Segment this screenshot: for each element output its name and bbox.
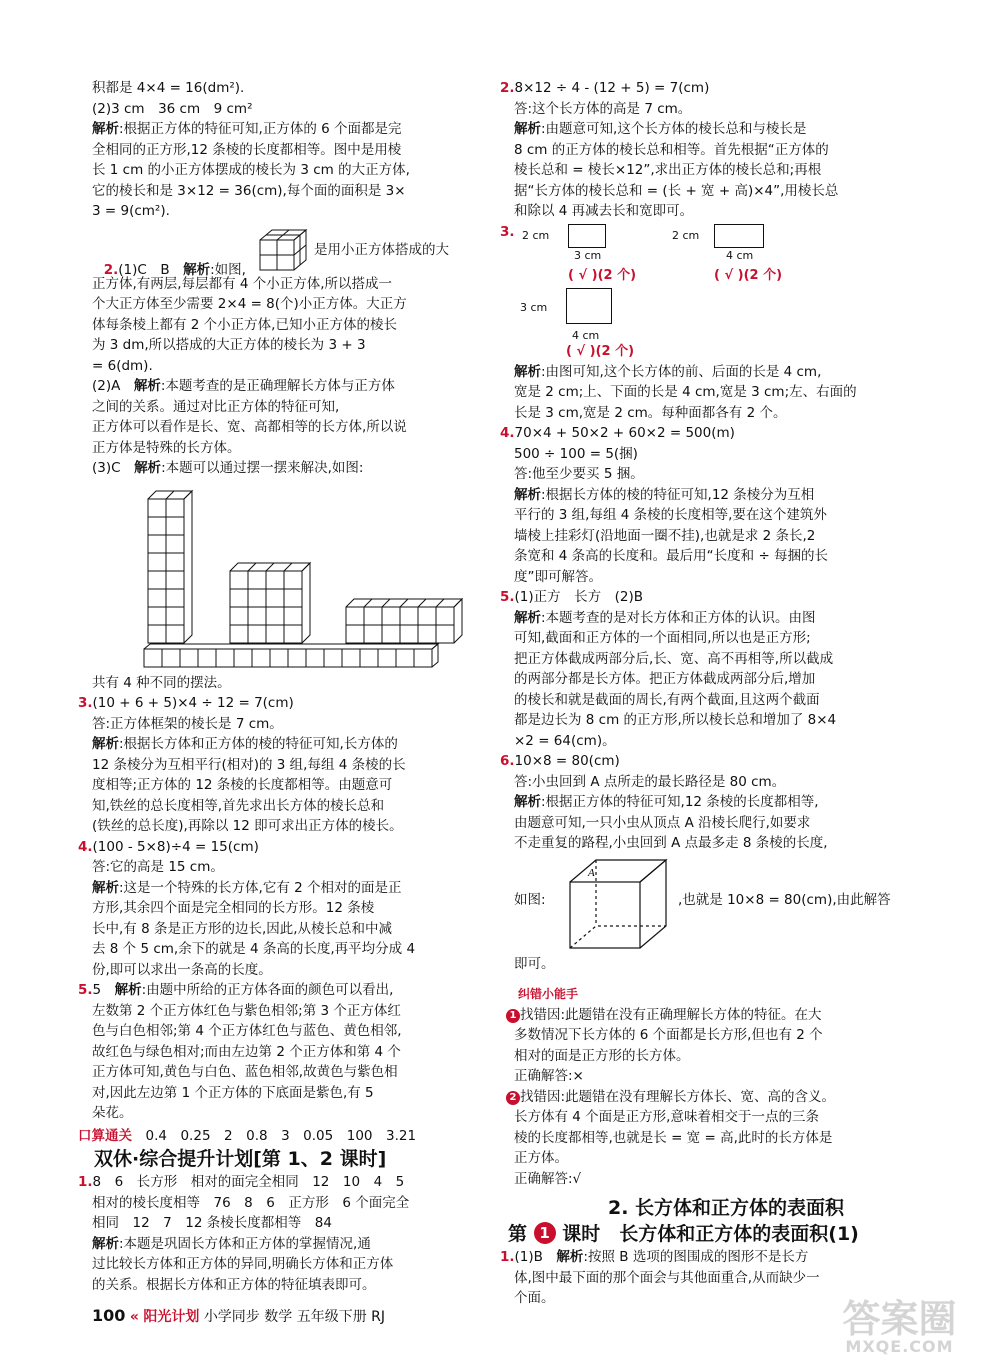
text-line: (2)3 cm 36 cm 9 cm² (92, 100, 253, 117)
text-line (514, 362, 938, 383)
text-line: 度”即可解答。 (514, 568, 602, 585)
text-line (514, 608, 938, 629)
error-2-line (506, 1087, 938, 1108)
question-number: 3. (78, 695, 93, 711)
text-line: 之间的关系。通过对比正方体的特征可知, (92, 398, 340, 415)
text-line: 左数第 2 个正方体红色与紫色相邻;第 3 个正方体红 (92, 1002, 401, 1019)
lesson-title: 课时 长方体和正方体的表面积(1) (562, 1223, 859, 1245)
text-line: 正方体,有两层,每层都有 4 个小正方体,所以搭成一 (92, 275, 393, 292)
error-text: 找错因:此题错在没有理解长方体长、宽、高的含义。 (520, 1088, 836, 1105)
page-footer (92, 1306, 385, 1326)
lesson-number-badge: 1 (534, 1222, 556, 1244)
question-number: 2. (500, 80, 515, 96)
watermark (812, 1297, 987, 1356)
cube-path-figure (564, 856, 674, 952)
t1-line (500, 1247, 938, 1268)
analysis-label: 解析 (134, 460, 162, 476)
text-line: 知,铁丝的总长度相等,首先求出长方体的棱长总和 (92, 797, 385, 814)
analysis-text: :这是一个特殊的长方体,它有 2 个相对的面是正 (119, 879, 402, 896)
text-line (92, 878, 496, 899)
text-line: 答:正方体框架的棱长是 7 cm。 (92, 715, 283, 732)
rect2 (714, 224, 764, 248)
analysis-label: 解析 (114, 982, 142, 998)
rect1 (568, 224, 606, 248)
text-line: 墙棱上挂彩灯(沿地面一圈不挂),也就是求 2 条长,2 (514, 527, 816, 544)
text-line: 即可。 (514, 955, 555, 972)
analysis-label: 解析 (514, 794, 541, 810)
text-line: 棱的长度都相等,也就是长 = 宽 = 高,此时的长方体是 (514, 1129, 833, 1146)
text-line: 相同 12 7 12 条棱长度都相等 84 (92, 1215, 332, 1231)
s1-line (78, 1172, 496, 1193)
text-line: 共有 4 种不同的摆法。 (92, 674, 231, 691)
answer-text: (1)B (514, 1249, 543, 1265)
answer-text: (100 - 5×8)÷4 = 15(cm) (92, 838, 259, 855)
text-line: 棱长总和 = 棱长×12”,求出正方体的棱长总和;再根 (514, 162, 822, 178)
section-heading: 2. 长方体和正方体的表面积 (607, 1197, 845, 1219)
text-line: 积都是 4×4 = 16(dm²). (92, 80, 245, 96)
text-line: 全相同的正方形,12 条棱的长度都相等。图中是用棱 (92, 141, 402, 158)
question-number: 1. (78, 1174, 93, 1190)
answer-text: 70×4 + 50×2 + 60×2 = 500(m) (514, 425, 735, 441)
analysis-text: :本题是巩固长方体和正方体的掌握情况,通 (119, 1235, 371, 1252)
section-title: 双休·综合提升计划[第 1、2 课时] (94, 1148, 387, 1170)
text-line: 的关系。根据长方体和正方体的特征填表即可。 (92, 1276, 376, 1293)
text-line: 朵花。 (92, 1105, 133, 1121)
question-number: 6. (500, 753, 515, 769)
page-number: 100 (92, 1306, 126, 1325)
text-line: 宽是 2 cm;上、下面的长是 4 cm,宽是 3 cm;左、右面的 (514, 384, 857, 400)
text-line: 据“长方体的棱长总和 = (长 + 宽 + 高)×4”,用棱长总 (514, 182, 839, 199)
text-line: 都是边长为 8 cm 的正方形,所以棱长总和增加了 8×4 (514, 712, 837, 728)
rect1-bottom-label: 3 cm (574, 248, 602, 262)
text-line: 平行的 3 组,每组 4 条棱的长度相等,要在这个建筑外 (514, 507, 827, 523)
r4-line (500, 423, 938, 444)
lesson-prefix: 第 (508, 1223, 528, 1245)
error-1-line (506, 1005, 938, 1026)
answer-text: (1)正方 长方 (2)B (514, 589, 644, 605)
analysis-label: 解析 (92, 879, 119, 896)
double-chevron-icon: « (129, 1309, 139, 1325)
analysis-text: :根据正方体的特征可知,12 条棱的长度都相等, (541, 794, 819, 810)
analysis-label: 解析 (556, 1249, 584, 1265)
question-number: 5. (500, 589, 515, 605)
text-line: 不走重复的路程,小虫回到 A 点最多走 8 条棱的长度, (514, 835, 828, 851)
text-line: 故红色与绿色相对;而由左边第 2 个正方体和第 4 个 (92, 1043, 401, 1060)
analysis-text: :由图可知,这个长方体的前、后面的长是 4 cm, (541, 363, 822, 380)
question-3-line (78, 693, 496, 714)
number-badge: 2 (506, 1091, 520, 1105)
text-line: 答:它的高是 15 cm。 (92, 859, 224, 875)
text-line: 为 3 dm,所以搭成的大正方体的棱长为 3 + 3 (92, 337, 366, 353)
question-5-line (78, 980, 496, 1001)
answer-text: 8 6 长方形 相对的面完全相同 12 10 4 5 (92, 1174, 405, 1190)
cube-2x2-figure (258, 228, 310, 272)
analysis-label: 解析 (514, 363, 541, 380)
answer-text: 8×12 ÷ 4 - (12 + 5) = 7(cm) (514, 80, 710, 96)
text-line: 正方体。 (514, 1150, 568, 1166)
rect3-bottom-label: 4 cm (572, 328, 600, 342)
text-line (92, 734, 496, 755)
right-column (500, 78, 938, 1309)
vertex-a-label: A (588, 866, 595, 879)
text-line: 正确解答:√ (514, 1170, 582, 1187)
answer-text: 10×8 = 80(cm) (514, 753, 620, 769)
text-line: 个大正方体至少需要 2×4 = 8(个)小正方体。大正方 (92, 296, 407, 312)
text-line: 长 1 cm 的小正方体摆成的棱长为 3 cm 的大正方体, (92, 162, 410, 178)
question-2-line (78, 240, 246, 302)
error-text: 找错因:此题错在没有正确理解长方体的特征。在大 (520, 1006, 822, 1023)
analysis-text: :由题意可知,这个长方体的棱长总和与棱长是 (541, 121, 807, 137)
question-number: 5. (78, 982, 93, 998)
question-number: 4. (500, 425, 515, 441)
analysis-text: :本题考查的是正确理解长方体与正方体 (160, 378, 395, 394)
text-line: 和除以 4 再减去长和宽即可。 (514, 203, 694, 219)
text-line: 8 cm 的正方体的棱长总和相等。首先根据“正方体的 (514, 141, 829, 158)
watermark-main: 答案圈 (842, 1297, 957, 1341)
left-column (78, 78, 496, 1295)
rect3 (566, 288, 612, 324)
analysis-label: 解析 (183, 262, 211, 278)
rect2-side-label: 2 cm (672, 228, 700, 242)
text-line: 可知,截面和正方体的一个面相同,所以也是正方形; (514, 630, 811, 646)
question-2-tail: 是用小正方体搭成的大 (314, 241, 449, 258)
text-line: 由题意可知,一只小虫从顶点 A 沿棱长爬行,如要求 (514, 814, 811, 831)
text-line: 多数情况下长方体的 6 个面都是长方形,但也有 2 个 (514, 1027, 823, 1043)
check-mark: ( √ )(2 个) (566, 343, 635, 359)
check-mark: ( √ )(2 个) (714, 267, 783, 283)
kousuan-title: 口算通关 (78, 1127, 132, 1144)
text-line: 度相等;正方体的 12 条棱的长度都相等。由题意可 (92, 777, 393, 793)
question-4-line (78, 837, 496, 858)
text-line: 对,因此左边第 1 个正方体的下底面是紫色,有 5 (92, 1084, 374, 1101)
analysis-text: :根据长方体和正方体的棱的特征可知,长方体的 (119, 736, 398, 752)
text-line: 色与白色相邻;第 4 个正方体红色与蓝色、黄色相邻, (92, 1023, 402, 1039)
text-line: 份,即可以求出一条高的长度。 (92, 961, 272, 978)
text-line: 去 8 个 5 cm,余下的就是 4 条高的长度,再平均分成 4 (92, 941, 416, 957)
text-line (92, 458, 496, 479)
answer-text: (10 + 6 + 5)×4 ÷ 12 = 7(cm) (92, 695, 294, 711)
check-mark: ( √ )(2 个) (568, 267, 637, 283)
kousuan-line (78, 1126, 496, 1147)
r2-line (500, 78, 938, 99)
question-number: 2. (103, 262, 119, 278)
rect3-side-label: 3 cm (520, 300, 548, 314)
text-line: 体每条棱上都有 2 个小正方体,已知小正方体的棱长 (92, 316, 397, 333)
face-figures (500, 222, 938, 362)
text-line: (铁丝的总长度),再除以 12 即可求出正方体的棱长。 (92, 818, 403, 834)
text-line (92, 1234, 496, 1255)
text-line (514, 792, 938, 813)
text-line: 相对的棱长度相等 76 8 6 正方形 6 个面完全 (92, 1194, 410, 1211)
text-line: 如图: (514, 891, 546, 908)
text-line: 方形,其余四个面是完全相同的长方形。12 条棱 (92, 900, 375, 916)
jiucuo-title: 纠错小能手 (518, 987, 579, 1001)
analysis-text: :根据长方体的棱的特征可知,12 条棱分为互相 (541, 486, 815, 503)
text-line: 答:他至少要买 5 捆。 (514, 466, 644, 482)
rect2-bottom-label: 4 cm (726, 248, 754, 262)
cube-path-row (514, 854, 938, 954)
text-line: 3 = 9(cm²). (92, 203, 170, 219)
watermark-sub: MXQE.COM (845, 1337, 954, 1356)
analysis-text: :按照 B 选项的图围成的图形不是长方 (583, 1249, 809, 1265)
text-line: 正方体可以看作是长、宽、高都相等的长方体,所以说 (92, 419, 407, 435)
text-line: 个面。 (514, 1290, 555, 1306)
text-line (514, 485, 938, 506)
four-arrangements-figure (92, 483, 496, 673)
text-line: 正确解答:× (514, 1068, 584, 1084)
analysis-text: :本题可以通过摆一摆来解决,如图: (161, 460, 364, 476)
analysis-label: 解析 (92, 736, 119, 752)
text-line: 的棱长和就是截面的周长,有两个截面,且这两个截面 (514, 691, 820, 708)
text-line: 12 条棱分为互相平行(相对)的 3 组,每组 4 条棱的长 (92, 756, 406, 773)
analysis-label: 解析 (92, 1235, 119, 1252)
brand-name: 阳光计划 (143, 1309, 200, 1325)
r6-line (500, 751, 938, 772)
jiucuo-title-line (518, 984, 938, 1005)
analysis-label: 解析 (92, 121, 119, 137)
analysis-text: :本题考查的是对长方体和正方体的认识。由图 (541, 609, 816, 626)
text-line: 500 ÷ 100 = 5(捆) (514, 445, 638, 462)
text-line: 答:小虫回到 A 点所走的最长路径是 80 cm。 (514, 773, 786, 790)
text-line: 相对的面是正方形的长方体。 (514, 1047, 690, 1064)
answer-text: 5 (92, 982, 102, 998)
text-line: 长方体有 4 个面是正方形,意味着相交于一点的三条 (514, 1109, 819, 1125)
r5-line (500, 587, 938, 608)
text-line (92, 119, 496, 140)
question-number: 1. (500, 1249, 515, 1265)
question-2-row (92, 228, 496, 278)
text-line: 长是 3 cm,宽是 2 cm。每种面都各有 2 个。 (514, 404, 787, 421)
text-line: 条宽和 4 条高的长度和。最后用“长度和 ÷ 每捆的长 (514, 548, 829, 564)
text-line: 过比较长方体和正方体的异同,明确长方体和正方体 (92, 1256, 394, 1272)
book-info: 小学同步 数学 五年级下册 RJ (203, 1309, 386, 1325)
analysis-text: :由题中所给的正方体各面的颜色可以看出, (141, 982, 394, 998)
analysis-text: :如图, (210, 262, 246, 278)
analysis-label: 解析 (514, 121, 541, 137)
text-line (92, 376, 496, 397)
text-line (514, 119, 938, 140)
text-line: 正方体是特殊的长方体。 (92, 439, 241, 456)
text-line: 把正方体截成两部分后,长、宽、高不再相等,所以截成 (514, 650, 834, 667)
question-number: 4. (78, 838, 93, 855)
number-badge: 1 (506, 1009, 520, 1023)
text-line: ,也就是 10×8 = 80(cm),由此解答 (678, 891, 891, 908)
analysis-label: 解析 (133, 378, 161, 394)
lesson-heading (508, 1221, 938, 1247)
analysis-text: :根据正方体的特征可知,正方体的 6 个面都是完 (119, 121, 402, 137)
answer-text: (2)A (92, 378, 121, 394)
text-line: = 6(dm). (92, 357, 153, 374)
text-line: ×2 = 64(cm)。 (514, 732, 616, 749)
answer-text: (3)C (92, 460, 121, 476)
answer-text: (1)C B (118, 262, 170, 278)
text-line: 正方体可知,黄色与白色、蓝色相邻,故黄色与紫色相 (92, 1064, 398, 1080)
kousuan-values: 0.4 0.25 2 0.8 3 0.05 100 3.21 (145, 1127, 417, 1144)
analysis-label: 解析 (514, 609, 541, 626)
question-number: 3. (500, 223, 515, 240)
text-line: 体,图中最下面的那个面会与其他面重合,从而缺少一 (514, 1269, 820, 1286)
analysis-label: 解析 (514, 486, 541, 503)
text-line: 的两部分都是长方体。把正方体截成两部分后,增加 (514, 671, 816, 687)
rect1-side-label: 2 cm (522, 228, 550, 242)
text-line: 它的棱长和是 3×12 = 36(cm),每个面的面积是 3× (92, 182, 406, 199)
text-line: 长中,有 8 条是正方形的边长,因此,从棱长总和中减 (92, 920, 393, 937)
text-line: 答:这个长方体的高是 7 cm。 (514, 100, 692, 117)
